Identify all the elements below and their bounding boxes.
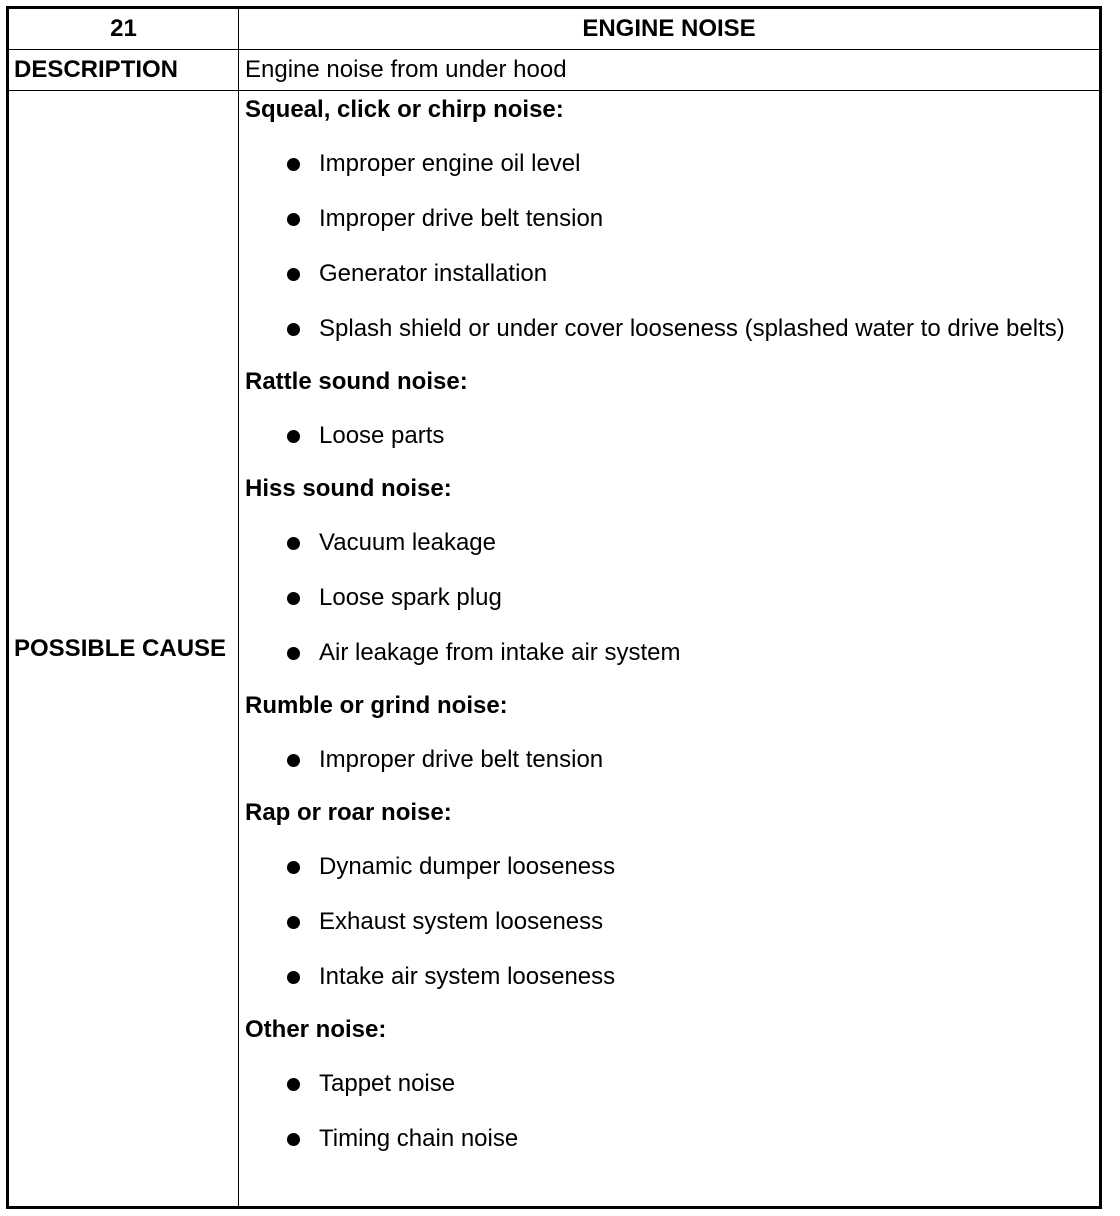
cause-group-title: Other noise: (245, 1016, 387, 1043)
cause-item-text: Splash shield or under cover looseness (splashed water to drive belts) (319, 315, 1065, 342)
bullet-icon (287, 592, 300, 605)
bullet-icon (287, 213, 300, 226)
cause-item (245, 421, 1089, 450)
cause-item-text: Generator installation (319, 260, 548, 287)
cause-item-text: Timing chain noise (319, 1125, 519, 1152)
cause-group (245, 693, 1089, 774)
cause-item-text: Dynamic dumper looseness (319, 853, 616, 880)
cause-item (245, 745, 1089, 774)
cause-group (245, 476, 1089, 667)
cause-item-text: Air leakage from intake air system (319, 639, 681, 666)
bullet-icon (287, 916, 300, 929)
cause-item (245, 314, 1089, 343)
possible-cause-label: POSSIBLE CAUSE (8, 91, 239, 1208)
cause-item-text: Vacuum leakage (319, 529, 496, 556)
bullet-icon (287, 268, 300, 281)
cause-item (245, 1069, 1089, 1098)
bullet-icon (287, 158, 300, 171)
row-number: 21 (8, 8, 239, 50)
cause-group-title: Squeal, click or chirp noise: (245, 96, 564, 123)
possible-cause-content (239, 91, 1101, 1208)
table-title: ENGINE NOISE (239, 8, 1101, 50)
cause-item-text: Improper engine oil level (319, 150, 581, 177)
cause-group-title: Rap or roar noise: (245, 799, 452, 826)
cause-group (245, 1017, 1089, 1153)
bullet-icon (287, 647, 300, 660)
cause-item (245, 962, 1089, 991)
description-label: DESCRIPTION (8, 50, 239, 91)
cause-item-text: Improper drive belt tension (319, 205, 604, 232)
cause-group (245, 369, 1089, 450)
cause-item (245, 1124, 1089, 1153)
bullet-icon (287, 1078, 300, 1091)
cause-item-text: Loose parts (319, 422, 445, 449)
description-row (8, 50, 1101, 91)
cause-group-title: Hiss sound noise: (245, 475, 452, 502)
possible-cause-row (8, 91, 1101, 1208)
cause-item-text: Intake air system looseness (319, 963, 616, 990)
cause-item (245, 528, 1089, 557)
cause-item (245, 149, 1089, 178)
cause-item-text: Loose spark plug (319, 584, 502, 611)
bullet-icon (287, 1133, 300, 1146)
cause-item (245, 638, 1089, 667)
bullet-icon (287, 430, 300, 443)
cause-item (245, 907, 1089, 936)
cause-item-text: Improper drive belt tension (319, 746, 604, 773)
cause-group (245, 97, 1089, 343)
header-row (8, 8, 1101, 50)
cause-group (245, 800, 1089, 991)
bullet-icon (287, 323, 300, 336)
cause-item (245, 204, 1089, 233)
cause-item-text: Tappet noise (319, 1070, 456, 1097)
description-value: Engine noise from under hood (239, 50, 1101, 91)
bullet-icon (287, 971, 300, 984)
cause-group-title: Rumble or grind noise: (245, 692, 508, 719)
cause-group-title: Rattle sound noise: (245, 368, 468, 395)
cause-item-text: Exhaust system looseness (319, 908, 604, 935)
bullet-icon (287, 861, 300, 874)
engine-noise-table (6, 6, 1102, 1209)
bullet-icon (287, 537, 300, 550)
cause-item (245, 583, 1089, 612)
bullet-icon (287, 754, 300, 767)
cause-item (245, 852, 1089, 881)
cause-item (245, 259, 1089, 288)
